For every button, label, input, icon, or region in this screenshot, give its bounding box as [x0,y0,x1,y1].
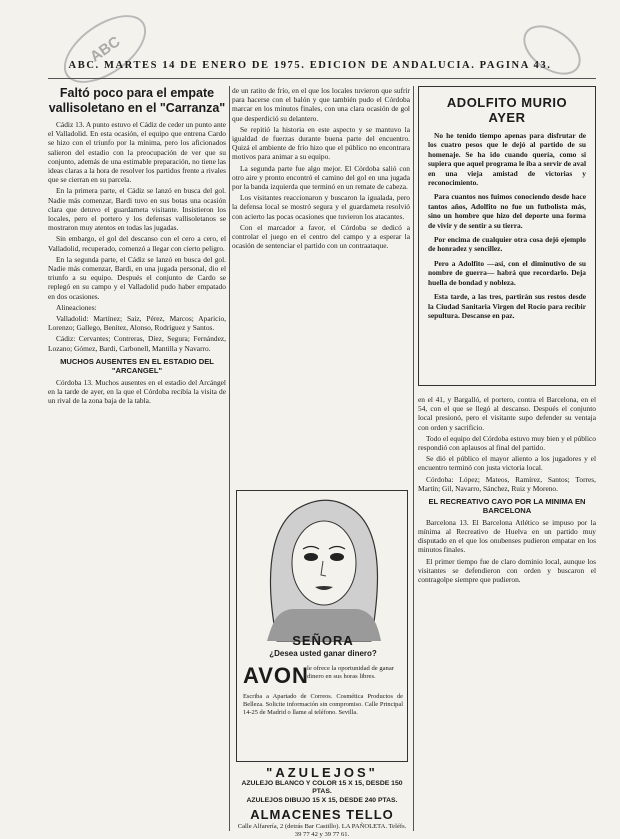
obituary-title: ADOLFITO MURIO AYER [446,95,568,125]
column-divider [413,86,414,831]
article1-paragraph: Cádiz: Cervantes; Contreras, Díez, Segura; Fernández, Lozano; Gómez, Bardi, Carbonell, Mantilla y Navarro. [48,334,226,353]
article1-paragraph: Cádiz 13. A punto estuvo el Cádiz de ceder un punto ante el Valladolid. En esta ocasión, el equipo que entrena Cardo se hizo con el triunfo por la mínima, pero los aficionados salieron del estadio con la preocupación de ver que su conjunto, además de una estimable preparación, no tiene las ideas claras a la hora de resolver los partidos frente a rivales que se cierran en su parcela. [48,120,226,185]
article4-paragraph: Todo el equipo del Córdoba estuvo muy bien y el público respondió con aplausos al final del partido. [418,433,596,453]
woman-portrait-illustration [237,491,409,641]
right-eye-icon [330,553,344,561]
article1-paragraph: En la primera parte, el Cádiz se lanzó en busca del gol. Nadie más comenzar, Bardi tuvo en sus botas una ocasión clara que detuvo el guardameta visitante. Insistieron los locales, pero el portero y los defensas vallisoletanos se mostraron muy atentos en todas las jugadas. [48,186,226,233]
article3-paragraph: de un ratito de frío, en el que los locales tuvieron que sufrir para hacerse con el balón y que también pudo el Córdoba marcar en los minutos finales, con una clara ocasión de gol que desperdició su delantero. [232,86,410,123]
column-1 [48,86,226,831]
article2-paragraph: Córdoba 13. Muchos ausentes en el estadio del Arcángel en la tarde de ayer, en la que el Córdoba recibía la visita de un rival de la zona baja de la tabla. [48,377,226,406]
abc-watermark-stamp [52,2,158,97]
azulejos-line-1: AZULEJO BLANCO Y COLOR 15 X 15, DESDE 150 PTAS. [241,780,403,796]
article4-paragraph: Se dió el público el mayor aliento a los jugadores y el encuentro terminó con justa victoria local. [418,454,596,473]
obituary-paragraph: Pero a Adolfito —así, con el diminutivo de su nombre de guerra— habrá que recordarlo. Deja huella de bondad y nobleza. [428,258,586,287]
obituary-paragraph: Esta tarde, a las tres, partirán sus restos desde la Ciudad Sanitaria Virgen del Rocío para recibir sepultura. Descanse en paz. [428,292,586,320]
page-masthead: ABC. MARTES 14 DE ENERO DE 1975. EDICION DE ANDALUCIA. PAGINA 43. [68,60,552,71]
store-name: ALMACENES TELLO [250,807,394,823]
article1-paragraph: Sin embargo, el gol del descanso con el cero a cero, el Valladolid, recuperado, comenzó a llegar con cierto peligro. [48,234,226,253]
azulejos-line-2: AZULEJOS DIBUJO 15 X 15, DESDE 240 PTAS. [246,796,398,804]
article3-paragraph: Con el marcador a favor, el Córdoba se dedicó a controlar el juego en el centro del campo y a esperar la ocasión de sentenciar el partido con un contraataque. [232,222,410,251]
article4-lineups: Córdoba: López; Mateos, Ramírez, Santos; Torres, Martín; Gil, Navarro, Sánchez, Ruiz y Moreno. [418,474,596,493]
article1-paragraph: Valladolid: Martínez; Saiz, Pérez, Marcos; Aparicio, Lorenzo; Gallego, Benítez, Alonso, Rodríguez y Santos. [48,314,226,333]
obituary-box [418,86,596,386]
face-shape [292,521,356,605]
obituary-paragraph: Por encima de cualquier otra cosa dejó ejemplo de honradez y sencillez. [428,235,586,254]
avon-advertisement [236,490,408,762]
article4-paragraph: en el 41, y Bargalló, el portero, contra el Barcelona, en el 54, con el que se llegó al descanso. Después el conjunto local presionó, pero el visitante supo defender su ventaja con orden y sacrificio. [418,395,596,432]
ad-offer: le ofrece la oportunidad de ganar dinero en sus horas libres. [307,665,394,680]
article1-paragraph: Alineaciones: [56,302,97,312]
article3-paragraph: La segunda parte fue algo mejor. El Córdoba salió con otro aire y pronto encontró el camino del gol en una jugada por la banda izquierda que terminó en un remate de cabeza. [232,163,410,192]
ad-details: Escriba a Apartado de Correos. Cosmética Productos de Belleza. Solicite información sin compromiso. Calle Principal 14-25 de Madrid o llame al teléfono. Sevilla. [243,693,403,716]
article3-paragraph: Se repitió la historia en este aspecto y se mantuvo la igualdad de fuerzas durante buena parte del encuentro. Quizá el ambiente de frío hizo que el público no encontrara motivos para animar a su equipo. [232,124,410,162]
column-3 [418,395,596,831]
article2-headline: MUCHOS AUSENTES EN EL ESTADIO DEL "ARCANGEL" [60,356,214,376]
obituary-paragraph: Para cuantos nos fuimos conociendo desde hace tantos años, Adolfito no fue un futbolista más, sino un hombre que hizo del deporte una forma de vivir y de sentir a su tierra. [428,192,586,230]
azulejos-title: "AZULEJOS" [266,765,378,780]
article3-paragraph: Los visitantes reaccionaron y buscaron la igualada, pero la defensa local se mostró segura y el guardameta resolvió con acierto las pocas ocasiones que tuvieron los atacantes. [232,193,410,221]
masthead-rule [48,78,596,79]
avon-brand: AVON [243,663,309,688]
article4-subhead: EL RECREATIVO CAYO POR LA MINIMA EN BARCELONA [428,497,586,516]
left-eye-icon [304,553,318,561]
store-address: Calle Alfarería, 2 (detrás Bar Castillo). LA PAÑOLETA. Teléfs. 39 77 42 y 39 77 61. [237,823,407,839]
obituary-paragraph: No he tenido tiempo apenas para disfrutar de los cuatro pesos que le dejó al partido de su homenaje. Se ha ido cuando quería, como si supiera que aquel programa le iba a servir de aval en una vieja amistad de victorias y reconocimiento. [428,131,587,188]
article1-paragraph: En la segunda parte, el Cádiz se lanzó en busca del gol. Nadie más comenzar, Bardi, en una jugada personal, dio el triunfo a su equipo. Después el conjunto de Cardo se replegó en su campo y el Valladolid pudo haber empatado en dos ocasiones. [48,254,226,301]
column-2 [232,86,410,486]
column-divider [229,86,230,831]
azulejos-advertisement [234,765,410,839]
article4-paragraph: El primer tiempo fue de claro dominio local, aunque los visitantes se defendieron con orden y buscaron el contragolpe siempre que pudieron. [418,556,596,585]
article4-paragraph: Barcelona 13. El Barcelona Atlético se impuso por la mínima al Recreativo de Huelva en un partido muy disputado en el que los onubenses pudieron empatar en los minutos finales. [418,517,596,555]
ad-question: ¿Desea usted ganar dinero? [269,649,377,658]
ad-label: SEÑORA [292,633,354,648]
article1-headline: Faltó poco para el empate vallisoletano en el "Carranza" [48,86,226,115]
watermark-text: ABC [86,32,124,66]
